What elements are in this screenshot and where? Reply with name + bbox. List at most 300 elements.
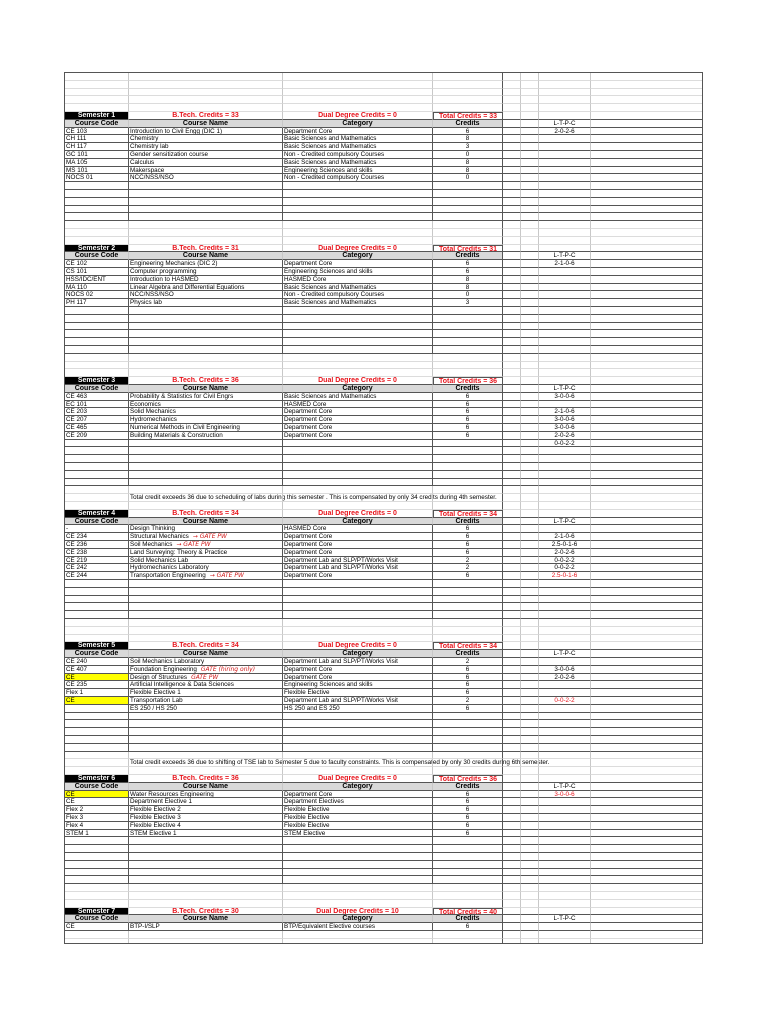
empty-cell xyxy=(503,619,521,627)
sheet-row xyxy=(65,869,703,877)
empty-cell xyxy=(503,323,521,331)
empty-cell xyxy=(433,892,503,900)
empty-cell xyxy=(433,502,503,510)
empty-cell xyxy=(283,369,433,377)
empty-cell xyxy=(503,900,521,908)
empty-cell xyxy=(65,580,129,588)
empty-cell xyxy=(503,471,521,479)
empty-cell xyxy=(539,908,591,916)
empty-cell xyxy=(521,159,539,167)
sheet-row xyxy=(65,619,703,627)
empty-cell xyxy=(591,705,703,713)
empty-cell xyxy=(65,627,129,635)
empty-cell xyxy=(521,416,539,424)
course-name xyxy=(129,572,283,580)
course-category: Department Lab and SLP/PT/Works Visit xyxy=(283,564,433,572)
empty-cell xyxy=(129,713,283,721)
sheet-row xyxy=(65,611,703,619)
empty-cell xyxy=(283,627,433,635)
empty-cell xyxy=(433,213,503,221)
empty-cell xyxy=(539,869,591,877)
semester-title: Semester 4 xyxy=(65,510,129,518)
empty-cell xyxy=(591,408,703,416)
course-name xyxy=(129,143,283,151)
empty-cell xyxy=(591,525,703,533)
empty-cell xyxy=(129,369,283,377)
course-credits: 6 xyxy=(433,268,503,276)
course-row xyxy=(65,291,703,299)
dual-degree-credits: Dual Degree Credits = 0 xyxy=(283,775,433,783)
empty-cell xyxy=(521,564,539,572)
course-name-text: Structural Mechanics xyxy=(130,533,189,541)
empty-cell xyxy=(129,596,283,604)
empty-cell xyxy=(539,759,591,767)
course-name xyxy=(129,276,283,284)
course-code: Flex 1 xyxy=(65,689,129,697)
empty-cell xyxy=(433,89,503,97)
course-name-header: Course Name xyxy=(129,783,283,791)
empty-cell xyxy=(503,198,521,206)
empty-cell xyxy=(433,73,503,81)
sheet-row xyxy=(65,900,703,908)
empty-cell xyxy=(521,167,539,175)
course-name-text: Hydromechanics xyxy=(130,416,177,424)
empty-cell xyxy=(539,837,591,845)
empty-cell xyxy=(433,354,503,362)
course-ltpc xyxy=(539,135,591,143)
empty-cell xyxy=(521,206,539,214)
course-row xyxy=(65,705,703,713)
sheet-row xyxy=(65,213,703,221)
course-category: Department Core xyxy=(283,260,433,268)
empty-cell xyxy=(539,89,591,97)
course-code: CE 235 xyxy=(65,681,129,689)
empty-cell xyxy=(503,939,521,944)
empty-cell xyxy=(283,853,433,861)
course-code: CH 117 xyxy=(65,143,129,151)
empty-cell xyxy=(65,876,129,884)
course-code: CE 240 xyxy=(65,658,129,666)
course-name-text: Artificial Intelligence & Data Sciences xyxy=(130,681,234,689)
sheet-row xyxy=(65,198,703,206)
empty-cell xyxy=(503,330,521,338)
course-code: CE 463 xyxy=(65,393,129,401)
course-credits: 8 xyxy=(433,167,503,175)
course-code: NOCS 02 xyxy=(65,291,129,299)
sheet-row xyxy=(65,884,703,892)
total-credits: Total Credits = 31 xyxy=(433,245,503,253)
empty-cell xyxy=(503,416,521,424)
course-ltpc: 3-0-0-6 xyxy=(539,416,591,424)
sheet-row xyxy=(65,603,703,611)
empty-cell xyxy=(539,619,591,627)
empty-cell xyxy=(521,759,539,767)
course-category: Department Lab and SLP/PT/Works Visit xyxy=(283,658,433,666)
course-ltpc: 0-0-2-2 xyxy=(539,440,591,448)
empty-cell xyxy=(521,73,539,81)
empty-cell xyxy=(283,315,433,323)
course-ltpc xyxy=(539,830,591,838)
course-name-text: BTP-I/SLP xyxy=(130,923,160,931)
empty-cell xyxy=(521,260,539,268)
empty-cell xyxy=(521,713,539,721)
empty-cell xyxy=(521,299,539,307)
empty-cell xyxy=(521,471,539,479)
sheet-row xyxy=(65,104,703,112)
sheet-row xyxy=(65,720,703,728)
empty-cell xyxy=(591,744,703,752)
empty-cell xyxy=(521,315,539,323)
empty-cell xyxy=(129,198,283,206)
sheet-row xyxy=(65,759,703,767)
empty-cell xyxy=(591,502,703,510)
empty-cell xyxy=(521,330,539,338)
empty-cell xyxy=(521,791,539,799)
empty-cell xyxy=(521,923,539,931)
empty-cell xyxy=(521,775,539,783)
sheet-row xyxy=(65,338,703,346)
course-category: Department Lab and SLP/PT/Works Visit xyxy=(283,697,433,705)
empty-cell xyxy=(521,245,539,253)
empty-cell xyxy=(433,845,503,853)
empty-cell xyxy=(503,744,521,752)
category-header: Category xyxy=(283,518,433,526)
course-name-text: NCC/NSS/NSO xyxy=(130,291,174,299)
empty-cell xyxy=(129,307,283,315)
empty-cell xyxy=(521,385,539,393)
empty-cell xyxy=(503,432,521,440)
empty-cell xyxy=(503,572,521,580)
handwritten-annotation: → GATE PW xyxy=(176,541,211,548)
empty-cell xyxy=(129,588,283,596)
empty-cell xyxy=(591,853,703,861)
course-ltpc xyxy=(539,276,591,284)
empty-cell xyxy=(521,611,539,619)
empty-cell xyxy=(283,229,433,237)
empty-cell xyxy=(283,876,433,884)
empty-cell xyxy=(539,775,591,783)
empty-cell xyxy=(503,923,521,931)
empty-cell xyxy=(591,479,703,487)
empty-cell xyxy=(521,408,539,416)
sheet-row xyxy=(65,939,703,944)
empty-cell xyxy=(503,260,521,268)
empty-cell xyxy=(65,619,129,627)
empty-cell xyxy=(521,455,539,463)
empty-cell xyxy=(129,939,283,944)
course-ltpc: 2-0-2-6 xyxy=(539,128,591,136)
course-ltpc xyxy=(539,268,591,276)
course-name-text: Flexible Elective 1 xyxy=(130,689,181,697)
course-name-text: ES 250 / HS 250 xyxy=(130,704,177,712)
empty-cell xyxy=(503,369,521,377)
course-ltpc: 2-0-2-6 xyxy=(539,432,591,440)
category-header: Category xyxy=(283,783,433,791)
course-name xyxy=(129,159,283,167)
empty-cell xyxy=(129,182,283,190)
semester-header-row xyxy=(65,245,703,253)
column-header-row xyxy=(65,252,703,260)
course-credits: 2 xyxy=(433,658,503,666)
empty-cell xyxy=(129,221,283,229)
course-row xyxy=(65,791,703,799)
empty-cell xyxy=(129,720,283,728)
empty-cell xyxy=(521,681,539,689)
empty-cell xyxy=(433,931,503,939)
empty-cell xyxy=(591,915,703,923)
empty-cell xyxy=(591,135,703,143)
course-category: Department Core xyxy=(283,572,433,580)
empty-cell xyxy=(283,486,433,494)
empty-cell xyxy=(283,346,433,354)
empty-cell xyxy=(521,229,539,237)
empty-cell xyxy=(129,190,283,198)
empty-cell xyxy=(539,104,591,112)
empty-cell xyxy=(65,323,129,331)
empty-cell xyxy=(521,182,539,190)
sheet-row xyxy=(65,206,703,214)
course-row xyxy=(65,424,703,432)
sheet-row xyxy=(65,81,703,89)
ltpc-header: L-T-P-C xyxy=(539,252,591,260)
empty-cell xyxy=(283,330,433,338)
course-row xyxy=(65,151,703,159)
empty-cell xyxy=(539,939,591,944)
credits-header: Credits xyxy=(433,385,503,393)
course-code: CE 207 xyxy=(65,416,129,424)
column-header-row xyxy=(65,783,703,791)
empty-cell xyxy=(591,837,703,845)
course-credits: 6 xyxy=(433,806,503,814)
course-code: CE 219 xyxy=(65,557,129,565)
course-row xyxy=(65,284,703,292)
empty-cell xyxy=(65,884,129,892)
empty-cell xyxy=(503,713,521,721)
course-row xyxy=(65,393,703,401)
empty-cell xyxy=(433,362,503,370)
empty-cell xyxy=(433,182,503,190)
empty-cell xyxy=(503,806,521,814)
empty-cell xyxy=(591,346,703,354)
btech-credits: B.Tech. Credits = 31 xyxy=(129,245,283,253)
course-code: CE 203 xyxy=(65,408,129,416)
empty-cell xyxy=(521,822,539,830)
semester-header-row xyxy=(65,510,703,518)
dual-degree-credits: Dual Degree Credits = 0 xyxy=(283,642,433,650)
course-code: NOCS 01 xyxy=(65,174,129,182)
empty-cell xyxy=(129,759,283,767)
empty-cell xyxy=(503,135,521,143)
course-category: Department Lab and SLP/PT/Works Visit xyxy=(283,557,433,565)
empty-cell xyxy=(65,892,129,900)
course-category: Basic Sciences and Mathematics xyxy=(283,159,433,167)
empty-cell xyxy=(591,112,703,120)
sheet-row xyxy=(65,931,703,939)
empty-cell xyxy=(539,845,591,853)
empty-cell xyxy=(591,861,703,869)
semester-header-row xyxy=(65,642,703,650)
empty-cell xyxy=(521,666,539,674)
semester-title: Semester 2 xyxy=(65,245,129,253)
course-category: Flexible Elective xyxy=(283,689,433,697)
course-name-text: Water Resources Engineering xyxy=(130,790,214,798)
empty-cell xyxy=(65,354,129,362)
course-ltpc: 3-0-0-6 xyxy=(539,791,591,799)
empty-cell xyxy=(539,471,591,479)
course-code: Flex 2 xyxy=(65,806,129,814)
handwritten-annotation: GATE PW xyxy=(191,673,219,681)
empty-cell xyxy=(591,471,703,479)
empty-cell xyxy=(521,518,539,526)
semester-title: Semester 7 xyxy=(65,908,129,916)
course-row xyxy=(65,689,703,697)
empty-cell xyxy=(65,362,129,370)
empty-cell xyxy=(539,245,591,253)
empty-cell xyxy=(283,596,433,604)
empty-cell xyxy=(521,128,539,136)
empty-cell xyxy=(129,346,283,354)
course-credits: 6 xyxy=(433,923,503,931)
empty-cell xyxy=(521,463,539,471)
empty-cell xyxy=(503,143,521,151)
sheet-row xyxy=(65,354,703,362)
empty-cell xyxy=(591,323,703,331)
empty-cell xyxy=(503,151,521,159)
handwritten-annotation: → GATE PW xyxy=(192,533,227,541)
empty-cell xyxy=(129,736,283,744)
total-credits: Total Credits = 40 xyxy=(433,908,503,916)
empty-cell xyxy=(503,81,521,89)
course-credits: 3 xyxy=(433,299,503,307)
empty-cell xyxy=(433,736,503,744)
empty-cell xyxy=(65,635,129,643)
empty-cell xyxy=(539,713,591,721)
course-category: Department Core xyxy=(283,128,433,136)
empty-cell xyxy=(521,252,539,260)
empty-cell xyxy=(283,767,433,775)
empty-cell xyxy=(129,580,283,588)
empty-cell xyxy=(129,876,283,884)
empty-cell xyxy=(503,915,521,923)
column-header-row xyxy=(65,650,703,658)
semester-title: Semester 5 xyxy=(65,642,129,650)
empty-cell xyxy=(65,588,129,596)
empty-cell xyxy=(503,705,521,713)
empty-cell xyxy=(503,549,521,557)
empty-cell xyxy=(591,627,703,635)
empty-cell xyxy=(591,213,703,221)
sheet-row xyxy=(65,845,703,853)
empty-cell xyxy=(283,900,433,908)
btech-credits: B.Tech. Credits = 34 xyxy=(129,642,283,650)
empty-cell xyxy=(521,486,539,494)
empty-cell xyxy=(591,767,703,775)
course-name-text: NCC/NSS/NSO xyxy=(130,174,174,182)
empty-cell xyxy=(591,588,703,596)
course-category: HASMED Core xyxy=(283,525,433,533)
empty-cell xyxy=(591,650,703,658)
empty-cell xyxy=(283,479,433,487)
empty-cell xyxy=(539,931,591,939)
btech-credits: B.Tech. Credits = 36 xyxy=(129,377,283,385)
course-code: CE 238 xyxy=(65,549,129,557)
empty-cell xyxy=(591,572,703,580)
course-row xyxy=(65,135,703,143)
empty-cell xyxy=(433,323,503,331)
course-name-text: Computer programming xyxy=(130,268,197,275)
course-name xyxy=(129,174,283,182)
empty-cell xyxy=(65,596,129,604)
empty-cell xyxy=(521,580,539,588)
sheet-row xyxy=(65,96,703,104)
empty-cell xyxy=(539,635,591,643)
empty-cell xyxy=(65,939,129,944)
empty-cell xyxy=(129,73,283,81)
course-code xyxy=(65,705,129,713)
empty-cell xyxy=(521,619,539,627)
empty-cell xyxy=(503,291,521,299)
empty-cell xyxy=(65,338,129,346)
empty-cell xyxy=(521,931,539,939)
empty-cell xyxy=(591,892,703,900)
empty-cell xyxy=(65,744,129,752)
course-name xyxy=(129,393,283,401)
empty-cell xyxy=(521,291,539,299)
empty-cell xyxy=(503,307,521,315)
course-category: HS 250 and ES 250 xyxy=(283,705,433,713)
empty-cell xyxy=(591,96,703,104)
empty-cell xyxy=(503,603,521,611)
empty-cell xyxy=(591,206,703,214)
course-ltpc: 3-0-0-6 xyxy=(539,424,591,432)
empty-cell xyxy=(503,229,521,237)
empty-cell xyxy=(591,182,703,190)
course-name xyxy=(129,549,283,557)
empty-cell xyxy=(283,759,433,767)
empty-cell xyxy=(503,845,521,853)
course-name-text: Design Thinking xyxy=(130,525,176,533)
empty-cell xyxy=(591,385,703,393)
empty-cell xyxy=(283,471,433,479)
empty-cell xyxy=(283,463,433,471)
empty-cell xyxy=(129,869,283,877)
empty-cell xyxy=(591,229,703,237)
empty-cell xyxy=(521,479,539,487)
empty-cell xyxy=(129,89,283,97)
course-name-text: Economics xyxy=(130,400,161,408)
course-row xyxy=(65,674,703,682)
empty-cell xyxy=(283,603,433,611)
empty-cell xyxy=(283,323,433,331)
empty-cell xyxy=(539,611,591,619)
empty-cell xyxy=(503,580,521,588)
course-name xyxy=(129,284,283,292)
empty-cell xyxy=(503,182,521,190)
empty-cell xyxy=(433,237,503,245)
empty-cell xyxy=(591,89,703,97)
course-category xyxy=(283,440,433,448)
btech-credits: B.Tech. Credits = 34 xyxy=(129,510,283,518)
empty-cell xyxy=(591,252,703,260)
course-name xyxy=(129,291,283,299)
course-code-header: Course Code xyxy=(65,915,129,923)
empty-cell xyxy=(129,206,283,214)
empty-cell xyxy=(591,260,703,268)
empty-cell xyxy=(433,455,503,463)
empty-cell xyxy=(521,915,539,923)
empty-cell xyxy=(503,689,521,697)
sheet-row xyxy=(65,323,703,331)
